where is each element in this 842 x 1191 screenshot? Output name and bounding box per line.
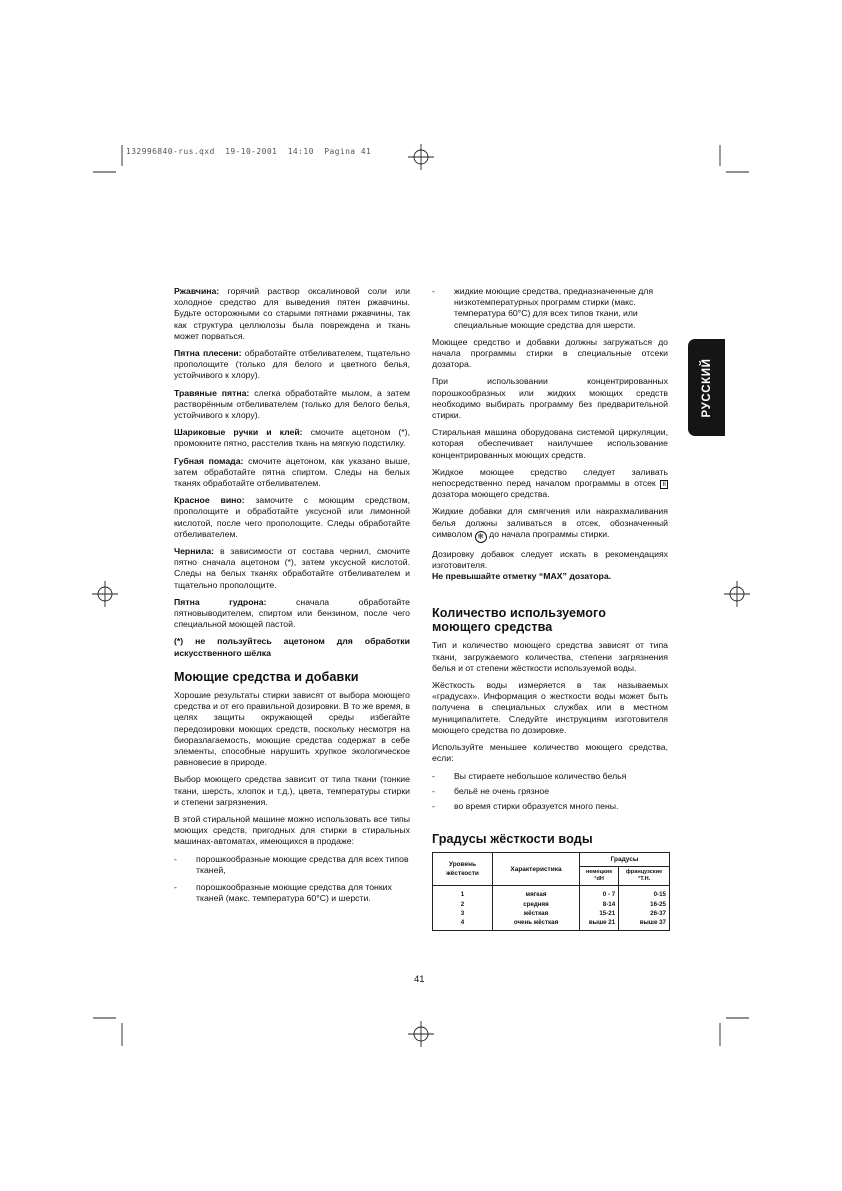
detergents-heading: Моющие средства и добавки: [174, 669, 359, 684]
amount-paragraph: Жёсткость воды измеряется в так называемых «градусах». Информация о жесткости воды может быть получена в специальных службах или в местном муниципалитете. Следуйте инструкциям изготовителя моющего средства по дозировке.: [432, 680, 668, 735]
amount-heading: Количество используемого моющего средства: [432, 606, 607, 635]
detergents-paragraph: В этой стиральной машине можно использовать все типы моющих средств, пригодных для стирки в стиральных машинах-автоматах, имеющихся в продаже:: [174, 813, 410, 847]
right-column: [432, 286, 668, 931]
list-item: - порошкообразные моющие средства для всех типов тканей,: [174, 854, 410, 876]
stain-red-wine: Красное вино: замочите с моющим средством, прополощите и обработайте уксусной или лимонной кислотой, после чего прополощите. Следы обработайте отбеливателем.: [174, 495, 410, 539]
stain-grass: Травяные пятна: слегка обработайте мылом, а затем растворённым отбеливателем (только для белого белья, устойчивого к хлору).: [174, 387, 410, 421]
stain-tar: Пятна гудрона: сначала обработайте пятновыводителем, спиртом или бензином, после чего специальной моющей пастой.: [174, 596, 410, 630]
liquid-detergent-paragraph: Жидкое моющее средство следует заливать непосредственно перед началом программы в отсек II дозатора моющего средства.: [432, 466, 668, 500]
list-item: - порошкообразные моющие средства для тонких тканей (макс. температура 60°C) и шерсти.: [174, 882, 410, 904]
stain-mould: Пятна плесени: обработайте отбеливателем, тщательно прополощите (только для белого и цветного белья, устойчивого к хлору).: [174, 348, 410, 381]
softener-paragraph: Жидкие добавки для смягчения или накрахмаливания белья должны заливаться в отсек, обозначенный символом ❄ до начала программы стирки.: [432, 506, 668, 541]
liquid-detergent-list: [432, 286, 668, 331]
registration-mark-left: [92, 581, 118, 607]
hardness-heading: Градусы жёсткости воды: [432, 832, 593, 847]
detergent-types-list: [174, 854, 410, 905]
max-warning: Не превышайте отметку “MAX” дозатора.: [432, 571, 612, 582]
registration-mark-bottom: [408, 1021, 434, 1047]
list-item: - Вы стираете небольшое количество белья: [432, 771, 668, 782]
stain-ballpoint-glue: Шариковые ручки и клей: смочите ацетоном (*), промокните пятно, расстелив ткань на мягкую подстилку.: [174, 427, 410, 449]
registration-mark-right: [724, 581, 750, 607]
concentrated-paragraph: При использовании концентрированных порошкообразных или жидких моющих средств необходимо выбирать программу без предварительной стирки.: [432, 376, 668, 421]
roman-two-icon: II: [662, 481, 666, 489]
circulation-paragraph: Стиральная машина оборудована системой циркуляции, которая обеспечивает наилучшее использование концентрированных моющих средств.: [432, 427, 668, 460]
header-german: немецкие °dH: [580, 867, 619, 886]
detergents-paragraph: Хорошие результаты стирки зависят от выбора моющего средства и от его правильной дозировки. В то же время, в целях защиты окружающей среды избегайте передозировки моющих средств, поскольку несмотря на биоразлагаемость, моющие средства содержат в себе элементы, способные нарушить хрупкое экологическое равновесие в природе.: [174, 689, 410, 768]
stain-ink: Чернила: в зависимости от состава чернил, смочите пятно сначала ацетоном (*), затем уксусной кислотой. Следы на белых тканях обработайте отбеливателем и тщательно прополощите.: [174, 546, 410, 590]
page-number: 41: [414, 974, 425, 985]
list-item: - бельё не очень грязное: [432, 786, 668, 797]
header-french: французские °T.H.: [619, 867, 670, 886]
stain-lipstick: Губная помада: смочите ацетоном, как указано выше, затем обработайте пятна спиртом. Следы на белых тканях обработайте отбеливателем.: [174, 455, 410, 489]
list-item: - жидкие моющие средства, предназначенные для низкотемпературных программ стирки (макс. температура 60°C) для всех типов ткани, или специальные моющие средства для шерсти.: [432, 286, 668, 331]
less-detergent-list: [432, 771, 668, 813]
language-tab-label: РУССКИЙ: [700, 357, 713, 418]
table-row: 2 средняя 8-14 16-25: [433, 900, 670, 909]
acetone-note: (*) не пользуйтесь ацетоном для обработки искусственного шёлка: [174, 636, 410, 658]
table-row: 3 жёсткая 15-21 26-37: [433, 909, 670, 918]
dosage-paragraph: Дозировку добавок следует искать в рекомендациях изготовителя. Не превышайте отметку “MAX” дозатора.: [432, 548, 668, 582]
table-row: 1 мягкая 0 - 7 0-15: [433, 886, 670, 900]
detergents-paragraph: Выбор моющего средства зависит от типа ткани (тонкие ткани, шерсть, хлопок и т.д.), цвета, температуры стирки и степени загрязнения.: [174, 774, 410, 807]
registration-mark-top: [408, 144, 434, 170]
print-slug-line: 132996840-rus.qxd 19-10-2001 14:10 Pagina 41: [126, 147, 372, 156]
left-column: [174, 286, 410, 910]
flower-softener-icon: ❄: [475, 531, 487, 543]
header-degrees: Градусы: [580, 853, 670, 867]
amount-paragraph: Используйте меньшее количество моющего средства, если:: [432, 742, 668, 764]
list-item: - во время стирки образуется много пены.: [432, 801, 668, 812]
stain-rust: Ржавчина: горячий раствор окcaлиновой соли или холодное средство для выведения пятен ржавчины. Будьте осторожными со старыми пятнами ржавчины, так как структура целлюлозы была повреждена и ткань может порваться.: [174, 286, 410, 341]
header-characteristic: Характеристика: [493, 853, 580, 886]
language-tab: [688, 339, 725, 436]
header-level: Уровень жёсткости: [433, 853, 493, 886]
table-row: 4 очень жёсткая выше 21 выше 37: [433, 918, 670, 930]
amount-paragraph: Тип и количество моющего средства зависят от типа ткани, загружаемого количества, степени загрязнения белья и от степени жёсткости используемой воды.: [432, 640, 668, 673]
water-hardness-table: [432, 852, 670, 931]
dispenser-paragraph: Моющее средство и добавки должны загружаться до начала программы стирки в специальные отсеки дозатора.: [432, 336, 668, 370]
